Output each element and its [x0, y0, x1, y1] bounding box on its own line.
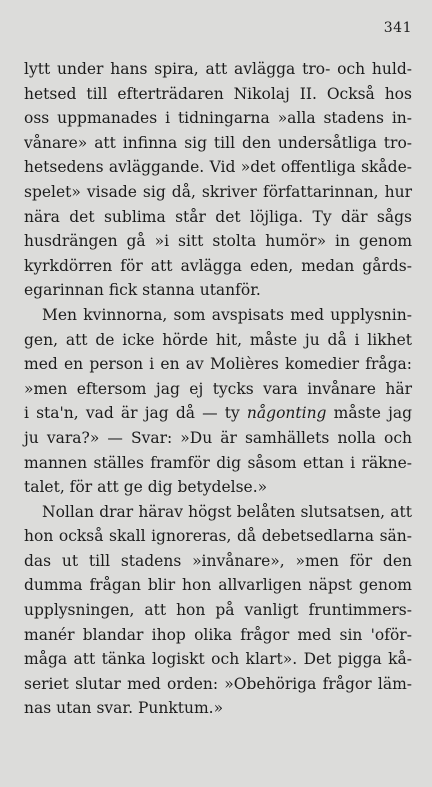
text-line: upplysningen, att hon på vanligt fruntimmers- — [24, 601, 412, 620]
text-line: nära det sublima står det löjliga. Ty där sågs — [24, 207, 413, 226]
text-line: måga att tänka logiskt och klart». Det pigga kå- — [24, 650, 413, 669]
text-line: gen, att de icke hörde hit, måste ju då i likhet — [24, 330, 412, 349]
text-line: med en person i en av Molières komedier fråga: — [24, 355, 412, 374]
text-line: kyrkdörren för att avlägga eden, medan gårds- — [24, 256, 412, 275]
text-line: seriet slutar med orden: »Obehöriga frågor läm- — [24, 674, 412, 693]
text-line: mannen ställes framför dig såsom ettan i räkne- — [24, 453, 413, 472]
text-line: ju vara?» — Svar: »Du är samhällets nolla och — [24, 428, 412, 447]
text-line: vånare» att infinna sig till den undersåtliga tro- — [24, 133, 413, 152]
text-line: lytt under hans spira, att avlägga tro- och huld- — [24, 60, 413, 78]
text-line: das ut till stadens »invånare», »men för den — [24, 551, 412, 570]
italic-word: någonting — [246, 404, 327, 423]
text-line-with-italic — [24, 401, 412, 426]
text-line: hon också skall ignoreras, då debetsedlarna sän- — [24, 527, 412, 546]
text-line: »men eftersom jag ej tycks vara invånare här — [24, 379, 413, 398]
paragraph-1 — [24, 57, 412, 303]
text-line: Men kvinnorna, som avspisats med upplysnin- — [42, 305, 412, 324]
text-segment: måste jag — [326, 404, 413, 423]
paragraph-2 — [24, 303, 412, 500]
body-text — [24, 57, 412, 721]
paragraph-3 — [24, 500, 412, 721]
text-line: oss uppmanades i tidningarna »alla stadens in- — [24, 109, 413, 128]
text-line: spelet» visade sig då, skriver författarinnan, hur — [24, 182, 412, 201]
text-segment: i sta'n, vad är jag då — ty — [24, 404, 247, 423]
text-line: hetsed till efterträdaren Nikolaj II. Också hos — [24, 84, 412, 103]
text-line: dumma frågan blir hon allvarligen näpst genom — [24, 576, 412, 595]
text-line: husdrängen gå »i sitt stolta humör» in genom — [24, 232, 413, 251]
text-line: Nollan drar härav högst belåten slutsatsen, att — [42, 502, 412, 521]
text-line: manér blandar ihop olika frågor med sin 'oför- — [24, 625, 412, 644]
text-line: nas utan svar. Punktum.» — [24, 699, 224, 718]
page-number: 341 — [383, 20, 412, 36]
text-line: talet, för att ge dig betydelse.» — [24, 478, 268, 497]
text-line: hetsedens avläggande. Vid »det offentliga skåde- — [24, 158, 412, 177]
text-line: egarinnan fick stanna utanför. — [24, 281, 261, 300]
